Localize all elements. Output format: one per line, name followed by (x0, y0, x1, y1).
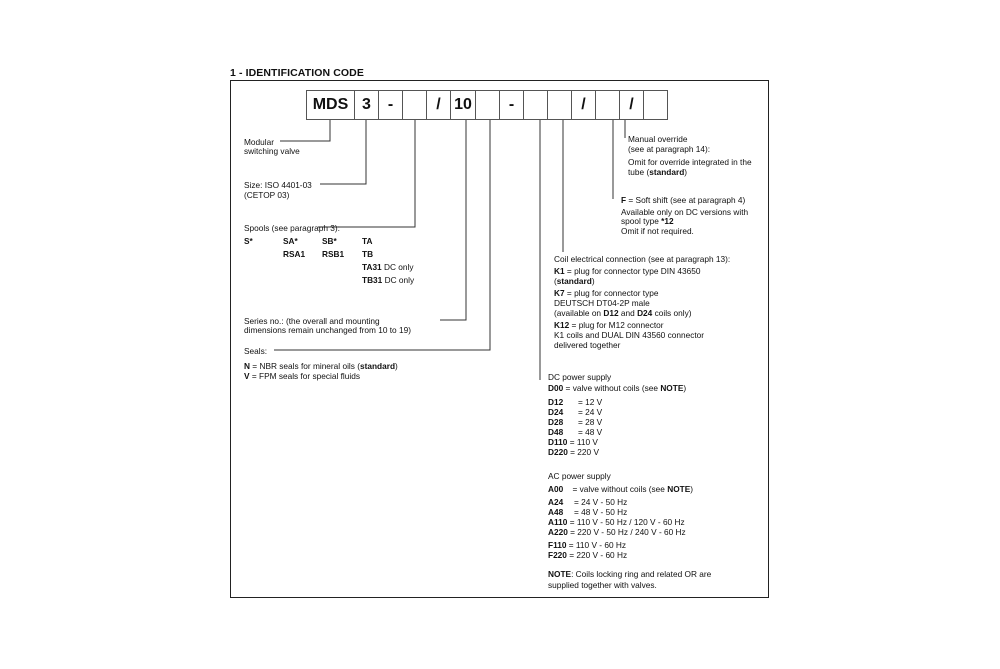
ac-row: A110 = 110 V - 50 Hz / 120 V - 60 Hz (548, 517, 685, 527)
ac-row: A24 = 24 V - 50 Hz (548, 497, 628, 507)
dc-row: D110 = 110 V (548, 437, 598, 447)
spool-ta31: TA31 DC only (362, 262, 414, 272)
code-cell-model: MDS (306, 90, 355, 120)
spool-code: RSA1 (283, 249, 306, 259)
note-text: NOTE: Coils locking ring and related OR are (548, 569, 712, 579)
size-label-2: (CETOP 03) (244, 190, 290, 200)
soft-shift-text-3: Omit if not required. (621, 226, 694, 236)
spool-code: S* (244, 236, 253, 246)
manual-override-text: Omit for override integrated in the (628, 157, 752, 167)
modular-label-2: switching valve (244, 146, 300, 156)
code-cell-size: 3 (354, 90, 379, 120)
ac-row: A220 = 220 V - 50 Hz / 240 V - 60 Hz (548, 527, 686, 537)
leader-modular (280, 120, 330, 141)
spool-code: RSB1 (322, 249, 345, 259)
spool-code: TB (362, 249, 374, 259)
ac-f-row: F220 = 220 V - 60 Hz (548, 550, 628, 560)
coil-k7-2: DEUTSCH DT04-2P male (554, 298, 650, 308)
modular-label: Modular (244, 137, 274, 147)
code-cell-dash: - (499, 90, 524, 120)
seal-v: V = FPM seals for special fluids (244, 371, 360, 381)
manual-override-label: Manual override (628, 134, 688, 144)
dc-row: D12 = 12 V (548, 397, 603, 407)
code-cell-slash: / (571, 90, 596, 120)
coil-k12-3: delivered together (554, 340, 621, 350)
soft-shift-text: Available only on DC versions with (621, 207, 749, 217)
coil-k7: K7 = plug for connector type (554, 288, 659, 298)
seals-label: Seals: (244, 346, 268, 356)
dc-row: D24 = 24 V (548, 407, 603, 417)
series-label-2: dimensions remain unchanged from 10 to 19) (244, 325, 411, 335)
spool-code: TA (362, 236, 373, 246)
dc-row: D28 = 28 V (548, 417, 603, 427)
note-text-2: supplied together with valves. (548, 580, 657, 590)
soft-shift-text-2: spool type *12 (621, 216, 674, 226)
code-cell-series: 10 (450, 90, 476, 120)
manual-override-text-2: tube (standard) (628, 167, 688, 177)
spool-code: SA* (283, 236, 298, 246)
dc-power-label: DC power supply (548, 372, 612, 382)
ac-f-row: F110 = 110 V - 60 Hz (548, 540, 627, 550)
coil-k12-2: K1 coils and DUAL DIN 43560 connector (554, 330, 705, 340)
ac-a00: A00 = valve without coils (see NOTE) (548, 484, 694, 494)
code-cell-slash: / (619, 90, 644, 120)
series-label: Series no.: (the overall and mounting (244, 316, 380, 326)
ac-row: A48 = 48 V - 50 Hz (548, 507, 628, 517)
coil-k1: K1 = plug for connector type DIN 43650 (554, 266, 701, 276)
coil-k12: K12 = plug for M12 connector (554, 320, 664, 330)
leader-series (440, 120, 466, 320)
soft-shift-label: F = Soft shift (see at paragraph 4) (621, 195, 746, 205)
seal-n: N = NBR seals for mineral oils (standard) (244, 361, 398, 371)
code-cell-slash: / (426, 90, 451, 120)
dc-d00: D00 = valve without coils (see NOTE) (548, 383, 687, 393)
coil-connection-label: Coil electrical connection (see at paragraph 13): (554, 254, 731, 264)
code-cell-dash: - (378, 90, 403, 120)
dc-row: D48 = 48 V (548, 427, 603, 437)
ac-power-label: AC power supply (548, 471, 611, 481)
leader-size (320, 120, 366, 184)
dc-row: D220 = 220 V (548, 447, 599, 457)
manual-override-ref: (see at paragraph 14): (628, 144, 711, 154)
section-heading: 1 - IDENTIFICATION CODE (230, 67, 364, 79)
size-label: Size: ISO 4401-03 (244, 180, 312, 190)
coil-k1-std: (standard) (554, 276, 595, 286)
spool-code: SB* (322, 236, 337, 246)
spools-label: Spools (see paragraph 3): (244, 223, 340, 233)
spool-tb31: TB31 DC only (362, 275, 415, 285)
coil-k7-3: (available on D12 and D24 coils only) (554, 308, 692, 318)
